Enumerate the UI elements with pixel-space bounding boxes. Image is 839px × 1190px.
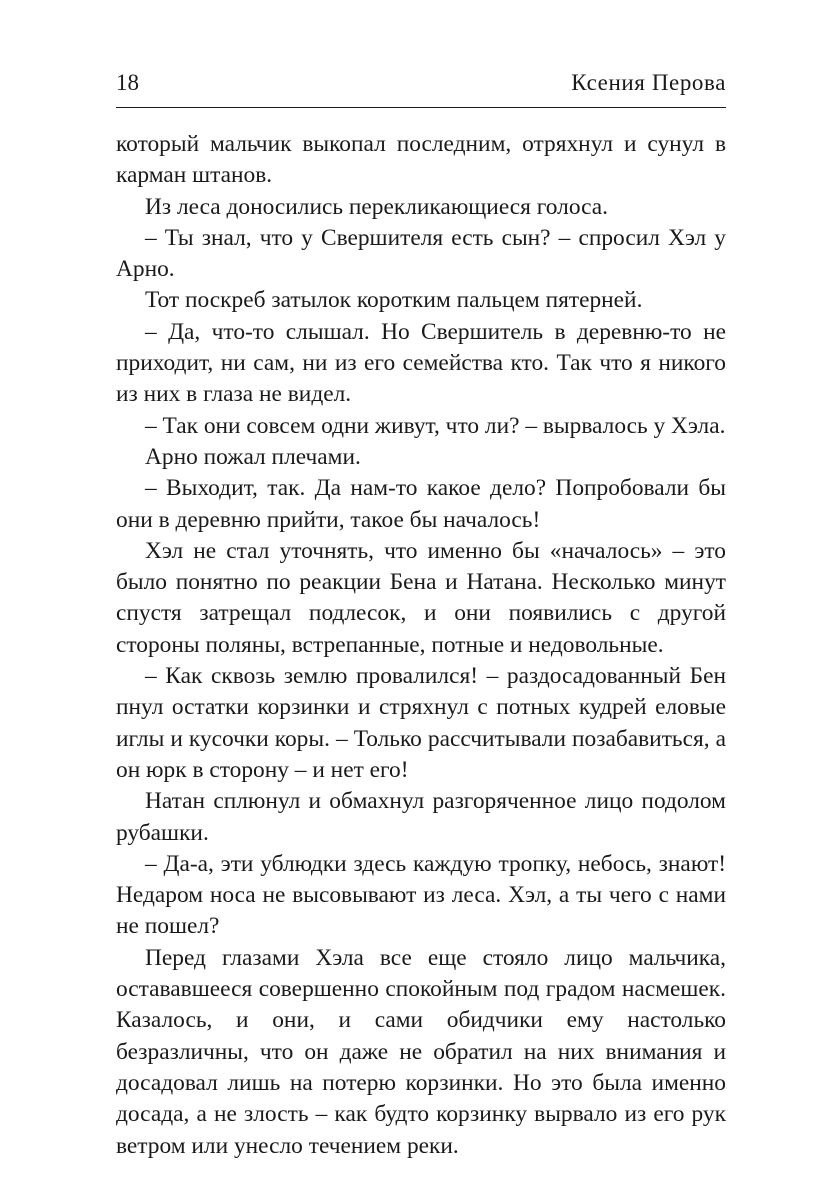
paragraph: Хэл не стал уточнять, что именно бы «началось» – это было понятно по реакции Бена и Натана. Несколько минут спустя затрещал подлесок, и они появились с другой стороны поляны, встрепанные, потные и недовольные.: [116, 537, 726, 658]
paragraph: – Да-а, эти ублюдки здесь каждую тропку, небось, знают! Недаром носа не высовывают из леса. Хэл, а ты чего с нами не пошел?: [116, 850, 726, 940]
paragraph: Арно пожал плечами.: [145, 443, 361, 470]
page-number: 18: [116, 70, 139, 95]
paragraph: Из леса доносились перекликающиеся голоса.: [145, 193, 609, 220]
paragraph: Натан сплюнул и обмахнул разгоряченное лицо подолом рубашки.: [116, 788, 726, 846]
paragraph: – Как сквозь землю провалился! – раздосадованный Бен пнул остатки корзинки и стряхнул с потных кудрей еловые иглы и кусочки коры. – Только рассчитывали позабавиться, а он юрк в сторону – и нет его!: [116, 663, 726, 783]
page-header: [116, 68, 726, 98]
paragraph: который мальчик выкопал последним, отряхнул и сунул в карман штанов.: [116, 131, 726, 189]
paragraph: Перед глазами Хэла все еще стояло лицо мальчика, остававшееся совершенно спокойным под градом насмешек. Казалось, и они, и сами обидчики ему настолько безразличны, что он даже не обратил на них внимания и досадовал лишь на потерю корзинки. Но это была именно досада, а не злость – как будто корзинку вырвало из его рук ветром или унесло течением реки.: [116, 944, 726, 1159]
running-title: Ксения Перова: [571, 70, 726, 95]
paragraph: – Выходит, так. Да нам-то какое дело? Попробовали бы они в деревню прийти, такое бы началось!: [116, 475, 726, 533]
paragraph: – Ты знал, что у Свершителя есть сын? – спросил Хэл у Арно.: [116, 224, 726, 283]
paragraph: – Да, что-то слышал. Но Свершитель в деревню-то не приходит, ни сам, ни из его семейства кто. Так что я никого из них в глаза не видел.: [116, 318, 726, 408]
header-rule: [116, 107, 726, 108]
paragraph: Тот поскреб затылок коротким пальцем пятерней.: [145, 287, 643, 314]
body-text: [116, 129, 726, 1162]
paragraph: – Так они совсем одни живут, что ли? – вырвалось у Хэла.: [145, 412, 726, 439]
